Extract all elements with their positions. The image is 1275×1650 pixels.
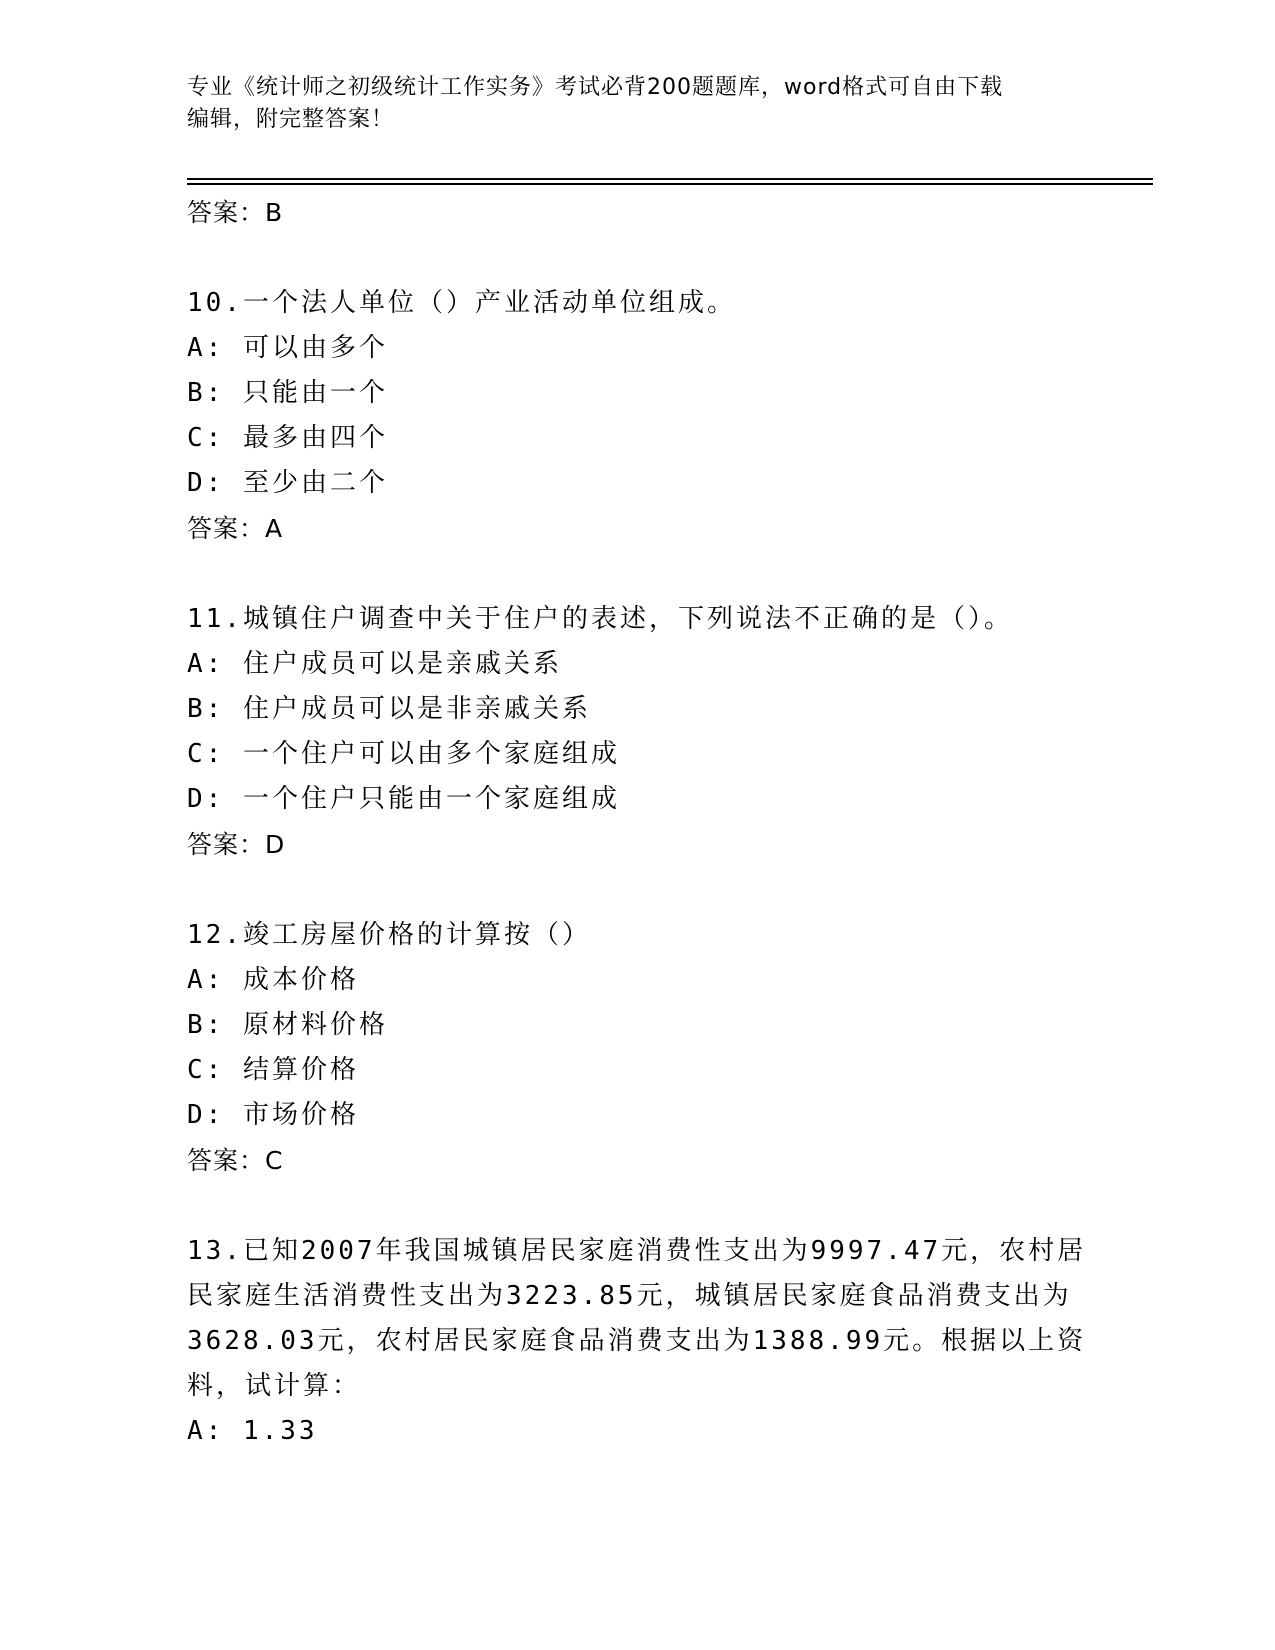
spacer	[187, 551, 1087, 597]
header-line-1: 专业《统计师之初级统计工作实务》考试必背200题题库，word格式可自由下载	[187, 75, 1004, 100]
option-d: D: 一个住户只能由一个家庭组成	[187, 784, 620, 814]
option-a: A: 1.33	[187, 1416, 318, 1446]
option-d: D: 至少由二个	[187, 468, 388, 498]
header-rule-top	[187, 178, 1153, 180]
question-text: 10.一个法人单位（）产业活动单位组成。	[187, 288, 736, 318]
option-d: D: 市场价格	[187, 1100, 359, 1130]
document-header	[187, 72, 1067, 136]
option-a: A: 住户成员可以是亲戚关系	[187, 649, 562, 679]
answer: 答案：A	[187, 514, 284, 543]
option-c: C: 一个住户可以由多个家庭组成	[187, 739, 620, 769]
question-12	[187, 913, 1087, 1183]
spacer	[187, 1183, 1087, 1229]
option-b: B: 只能由一个	[187, 378, 388, 408]
question-text-line-4: 料，试计算：	[187, 1371, 362, 1401]
option-c: C: 最多由四个	[187, 423, 388, 453]
question-11	[187, 597, 1087, 867]
document-body	[187, 190, 1087, 1454]
spacer	[187, 235, 1087, 281]
question-text-line-2: 民家庭生活消费性支出为3223.85元，城镇居民家庭食品消费支出为	[187, 1281, 1072, 1311]
question-13	[187, 1229, 1087, 1454]
question-text: 11.城镇住户调查中关于住户的表述，下列说法不正确的是（）。	[187, 604, 1013, 634]
answer-q9: 答案：B	[187, 198, 284, 227]
option-a: A: 成本价格	[187, 965, 359, 995]
answer: 答案：D	[187, 830, 286, 859]
question-10	[187, 281, 1087, 551]
option-b: B: 住户成员可以是非亲戚关系	[187, 694, 591, 724]
option-c: C: 结算价格	[187, 1055, 359, 1085]
header-rule-bottom	[187, 183, 1153, 185]
spacer	[187, 867, 1087, 913]
question-text: 12.竣工房屋价格的计算按（）	[187, 920, 591, 950]
option-a: A: 可以由多个	[187, 333, 388, 363]
question-text-line-3: 3628.03元，农村居民家庭食品消费支出为1388.99元。根据以上资	[187, 1326, 1087, 1356]
question-text-line-1: 13.已知2007年我国城镇居民家庭消费性支出为9997.47元，农村居	[187, 1236, 1087, 1266]
answer: 答案：C	[187, 1146, 284, 1175]
option-b: B: 原材料价格	[187, 1010, 388, 1040]
header-line-2: 编辑，附完整答案！	[187, 107, 395, 132]
